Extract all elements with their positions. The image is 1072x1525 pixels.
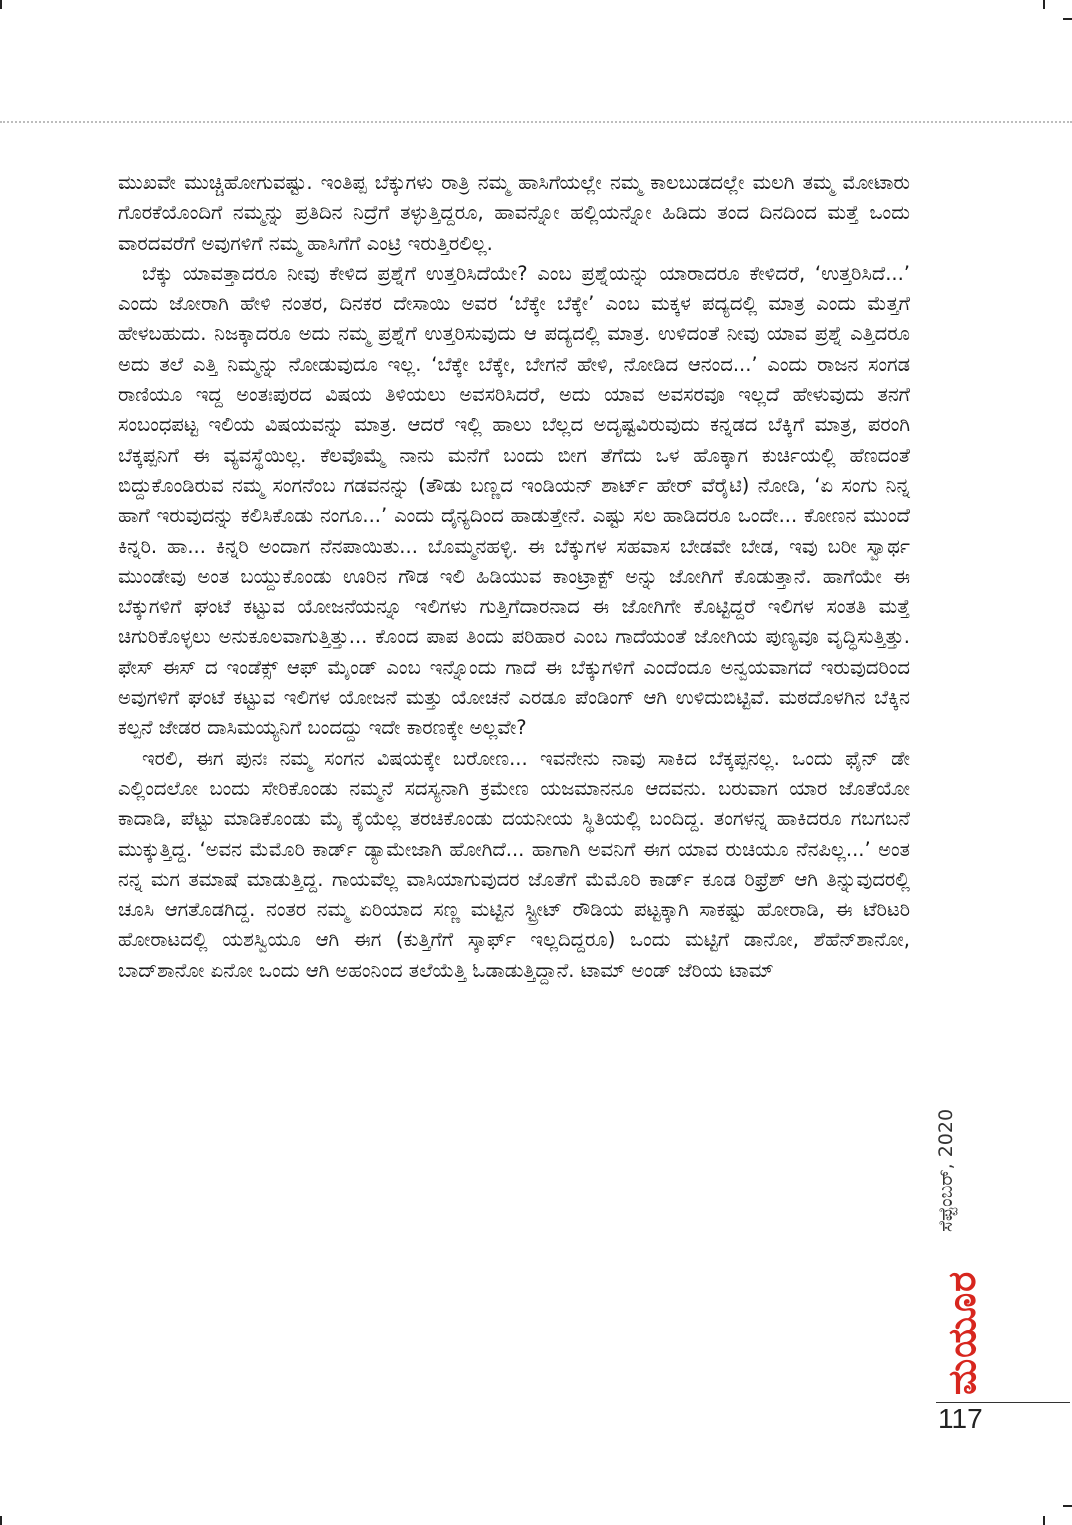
crop-mark-top-left bbox=[0, 0, 2, 9]
page-number: 117 bbox=[938, 1403, 983, 1434]
header-dotted-rule bbox=[0, 121, 1072, 123]
crop-mark-top-right bbox=[1043, 0, 1045, 9]
paragraph-2: ಬೆಕ್ಕು ಯಾವತ್ತಾದರೂ ನೀವು ಕೇಳಿದ ಪ್ರಶ್ನೆಗೆ ಉತ್ತರಿಸಿದೆಯೇ? ಎಂಬ ಪ್ರಶ್ನೆಯನ್ನು ಯಾರಾದರೂ ಕೇಳಿದರೆ, ‘ಉತ್ತರಿಸಿದೆ...’ ಎಂದು ಜೋರಾಗಿ ಹೇಳಿ ನಂತರ, ದಿನಕರ ದೇಸಾಯಿ ಅವರ ‘ಬೆಕ್ಕೇ ಬೆಕ್ಕೇ’ ಎಂಬ ಮಕ್ಕಳ ಪದ್ಯದಲ್ಲಿ ಮಾತ್ರ ಎಂದು ಮೆತ್ತಗೆ ಹೇಳಬಹುದು. ನಿಜಕ್ಕಾದರೂ ಅದು ನಮ್ಮ ಪ್ರಶ್ನೆಗೆ ಉತ್ತರಿಸುವುದು ಆ ಪದ್ಯದಲ್ಲಿ ಮಾತ್ರ. ಉಳಿದಂತೆ ನೀವು ಯಾವ ಪ್ರಶ್ನೆ ಎತ್ತಿದರೂ ಅದು ತಲೆ ಎತ್ತಿ ನಿಮ್ಮನ್ನು ನೋಡುವುದೂ ಇಲ್ಲ. ‘ಬೆಕ್ಕೇ ಬೆಕ್ಕೇ, ಬೇಗನೆ ಹೇಳಿ, ನೋಡಿದ ಆನಂದ...’ ಎಂದು ರಾಜನ ಸಂಗಡ ರಾಣಿಯೂ ಇದ್ದ ಅಂತಃಪುರದ ವಿಷಯ ತಿಳಿಯಲು ಅವಸರಿಸಿದರೆ, ಅದು ಯಾವ ಅವಸರವೂ ಇಲ್ಲದೆ ಹೇಳುವುದು ತನಗೆ ಸಂಬಂಧಪಟ್ಟ ಇಲಿಯ ವಿಷಯವನ್ನು ಮಾತ್ರ. ಆದರೆ ಇಲ್ಲಿ ಹಾಲು ಬೆಲ್ಲದ ಅದೃಷ್ಟವಿರುವುದು ಕನ್ನಡದ ಬೆಕ್ಕಿಗೆ ಮಾತ್ರ, ಪರಂಗಿ ಬೆಕ್ಕಪ್ಪನಿಗೆ ಈ ವ್ಯವಸ್ಥೆಯಿಲ್ಲ. ಕೆಲವೊಮ್ಮೆ ನಾನು ಮನೆಗೆ ಬಂದು ಬೀಗ ತೆಗೆದು ಒಳ ಹೊಕ್ಕಾಗ ಕುರ್ಚಿಯಲ್ಲಿ ಹೆಣದಂತೆ ಬಿದ್ದುಕೊಂಡಿರುವ ನಮ್ಮ ಸಂಗನೆಂಬ ಗಡವನನ್ನು (ತೌಡು ಬಣ್ಣದ ಇಂಡಿಯನ್ ಶಾರ್ಟ್ ಹೇರ್ ವೆರೈಟಿ) ನೋಡಿ, ‘ಏ ಸಂಗು ನಿನ್ನ ಹಾಗೆ ಇರುವುದನ್ನು ಕಲಿಸಿಕೊಡು ನಂಗೂ...’ ಎಂದು ದೈನ್ಯದಿಂದ ಹಾಡುತ್ತೇನೆ. ಎಷ್ಟು ಸಲ ಹಾಡಿದರೂ ಒಂದೇ... ಕೋಣನ ಮುಂದೆ ಕಿನ್ನರಿ. ಹಾ... ಕಿನ್ನರಿ ಅಂದಾಗ ನೆನಪಾಯಿತು... ಬೊಮ್ಮನಹಳ್ಳಿ. ಈ ಬೆಕ್ಕುಗಳ ಸಹವಾಸ ಬೇಡವೇ ಬೇಡ, ಇವು ಬರೀ ಸ್ವಾರ್ಥ ಮುಂಡೇವು ಅಂತ ಬಯ್ದುಕೊಂಡು ಊರಿನ ಗೌಡ ಇಲಿ ಹಿಡಿಯುವ ಕಾಂಟ್ರಾಕ್ಟ್ ಅನ್ನು ಜೋಗಿಗೆ ಕೊಡುತ್ತಾನೆ. ಹಾಗೆಯೇ ಈ ಬೆಕ್ಕುಗಳಿಗೆ ಘಂಟೆ ಕಟ್ಟುವ ಯೋಜನೆಯನ್ನೂ ಇಲಿಗಳು ಗುತ್ತಿಗೆದಾರನಾದ ಈ ಜೋಗಿಗೇ ಕೊಟ್ಟಿದ್ದರೆ ಇಲಿಗಳ ಸಂತತಿ ಮತ್ತೆ ಚಿಗುರಿಕೊಳ್ಳಲು ಅನುಕೂಲವಾಗುತ್ತಿತ್ತು... ಕೊಂದ ಪಾಪ ತಿಂದು ಪರಿಹಾರ ಎಂಬ ಗಾದೆಯಂತೆ ಜೋಗಿಯ ಪುಣ್ಯವೂ ವೃದ್ಧಿಸುತ್ತಿತ್ತು. ಫೇಸ್ ಈಸ್ ದ ಇಂಡೆಕ್ಸ್ ಆಫ್ ಮೈಂಡ್ ಎಂಬ ಇನ್ನೊಂದು ಗಾದೆ ಈ ಬೆಕ್ಕುಗಳಿಗೆ ಎಂದೆಂದೂ ಅನ್ವಯವಾಗದೆ ಇರುವುದರಿಂದ ಅವುಗಳಿಗೆ ಘಂಟೆ ಕಟ್ಟುವ ಇಲಿಗಳ ಯೋಜನೆ ಮತ್ತು ಯೋಚನೆ ಎರಡೂ ಪೆಂಡಿಂಗ್ ಆಗಿ ಉಳಿದುಬಿಟ್ಟಿವೆ. ಮಠದೊಳಗಿನ ಬೆಕ್ಕಿನ ಕಲ್ಪನೆ ಜೇಡರ ದಾಸಿಮಯ್ಯನಿಗೆ ಬಂದದ್ದು ಇದೇ ಕಾರಣಕ್ಕೇ ಅಲ್ಲವೇ? bbox=[118, 261, 910, 740]
crop-mark-bottom-left bbox=[0, 1516, 2, 1525]
crop-mark-bottom-right-edge bbox=[1063, 1505, 1072, 1507]
magazine-logo: ಮಯೂರ bbox=[940, 1270, 984, 1395]
crop-mark-top-right-edge bbox=[1063, 18, 1072, 20]
paragraph-3: ಇರಲಿ, ಈಗ ಪುನಃ ನಮ್ಮ ಸಂಗನ ವಿಷಯಕ್ಕೇ ಬರೋಣ... ಇವನೇನು ನಾವು ಸಾಕಿದ ಬೆಕ್ಕಪ್ಪನಲ್ಲ. ಒಂದು ಫೈನ್ ಡೇ ಎಲ್ಲಿಂದಲೋ ಬಂದು ಸೇರಿಕೊಂಡು ನಮ್ಮನೆ ಸದಸ್ಯನಾಗಿ ಕ್ರಮೇಣ ಯಜಮಾನನೂ ಆದವನು. ಬರುವಾಗ ಯಾರ ಜೊತೆಯೋ ಕಾದಾಡಿ, ಪೆಟ್ಟು ಮಾಡಿಕೊಂಡು ಮೈ ಕೈಯೆಲ್ಲ ತರಚಿಕೊಂಡು ದಯನೀಯ ಸ್ಥಿತಿಯಲ್ಲಿ ಬಂದಿದ್ದ. ತಂಗಳನ್ನ ಹಾಕಿದರೂ ಗಬಗಬನೆ ಮುಕ್ಕುತ್ತಿದ್ದ. ‘ಅವನ ಮೆಮೊರಿ ಕಾರ್ಡ್ ಡ್ಯಾಮೇಜಾಗಿ ಹೋಗಿದೆ... ಹಾಗಾಗಿ ಅವನಿಗೆ ಈಗ ಯಾವ ರುಚಿಯೂ ನೆನಪಿಲ್ಲ...’ ಅಂತ ನನ್ನ ಮಗ ತಮಾಷೆ ಮಾಡುತ್ತಿದ್ದ. ಗಾಯವೆಲ್ಲ ವಾಸಿಯಾಗುವುದರ ಜೊತೆಗೆ ಮೆಮೊರಿ ಕಾರ್ಡ್ ಕೂಡ ರಿಫ್ರೆಶ್ ಆಗಿ ತಿನ್ನುವುದರಲ್ಲಿ ಚೂಸಿ ಆಗತೊಡಗಿದ್ದ. ನಂತರ ನಮ್ಮ ಏರಿಯಾದ ಸಣ್ಣ ಮಟ್ಟಿನ ಸ್ಟ್ರೀಟ್ ರೌಡಿಯ ಪಟ್ಟಕ್ಕಾಗಿ ಸಾಕಷ್ಟು ಹೋರಾಡಿ, ಈ ಟೆರಿಟರಿ ಹೋರಾಟದಲ್ಲಿ ಯಶಸ್ವಿಯೂ ಆಗಿ ಈಗ (ಕುತ್ತಿಗೆಗೆ ಸ್ಕಾರ್ಫ್ ಇಲ್ಲದಿದ್ದರೂ) ಒಂದು ಮಟ್ಟಿಗೆ ಡಾನೋ, ಶೆಹೆನ್‌ಶಾನೋ, ಬಾದ್‌ಶಾನೋ ಏನೋ ಒಂದು ಆಗಿ ಅಹಂನಿಂದ ತಲೆಯೆತ್ತಿ ಓಡಾಡುತ್ತಿದ್ದಾನೆ. ಟಾಮ್ ಅಂಡ್ ಜೆರಿಯ ಟಾಮ್ bbox=[118, 746, 910, 982]
article-body bbox=[118, 168, 910, 986]
paragraph-1: ಮುಖವೇ ಮುಚ್ಚಿಹೋಗುವಷ್ಟು. ಇಂತಿಪ್ಪ ಬೆಕ್ಕುಗಳು ರಾತ್ರಿ ನಮ್ಮ ಹಾಸಿಗೆಯಲ್ಲೇ ನಮ್ಮ ಕಾಲಬುಡದಲ್ಲೇ ಮಲಗಿ ತಮ್ಮ ಮೋಟಾರು ಗೊರಕೆಯೊಂದಿಗೆ ನಮ್ಮನ್ನು ಪ್ರತಿದಿನ ನಿದ್ರೆಗೆ ತಳ್ಳುತ್ತಿದ್ದರೂ, ಹಾವನ್ನೋ ಹಲ್ಲಿಯನ್ನೋ ಹಿಡಿದು ತಂದ ದಿನದಿಂದ ಮತ್ತೆ ಒಂದು ವಾರದವರೆಗೆ ಅವುಗಳಿಗೆ ನಮ್ಮ ಹಾಸಿಗೆಗೆ ಎಂಟ್ರಿ ಇರುತ್ತಿರಲಿಲ್ಲ. bbox=[118, 171, 910, 255]
issue-date: ಸೆಪ್ಟೆಂಬರ್, 2020 bbox=[935, 1108, 957, 1232]
crop-mark-bottom-right bbox=[1043, 1516, 1045, 1525]
